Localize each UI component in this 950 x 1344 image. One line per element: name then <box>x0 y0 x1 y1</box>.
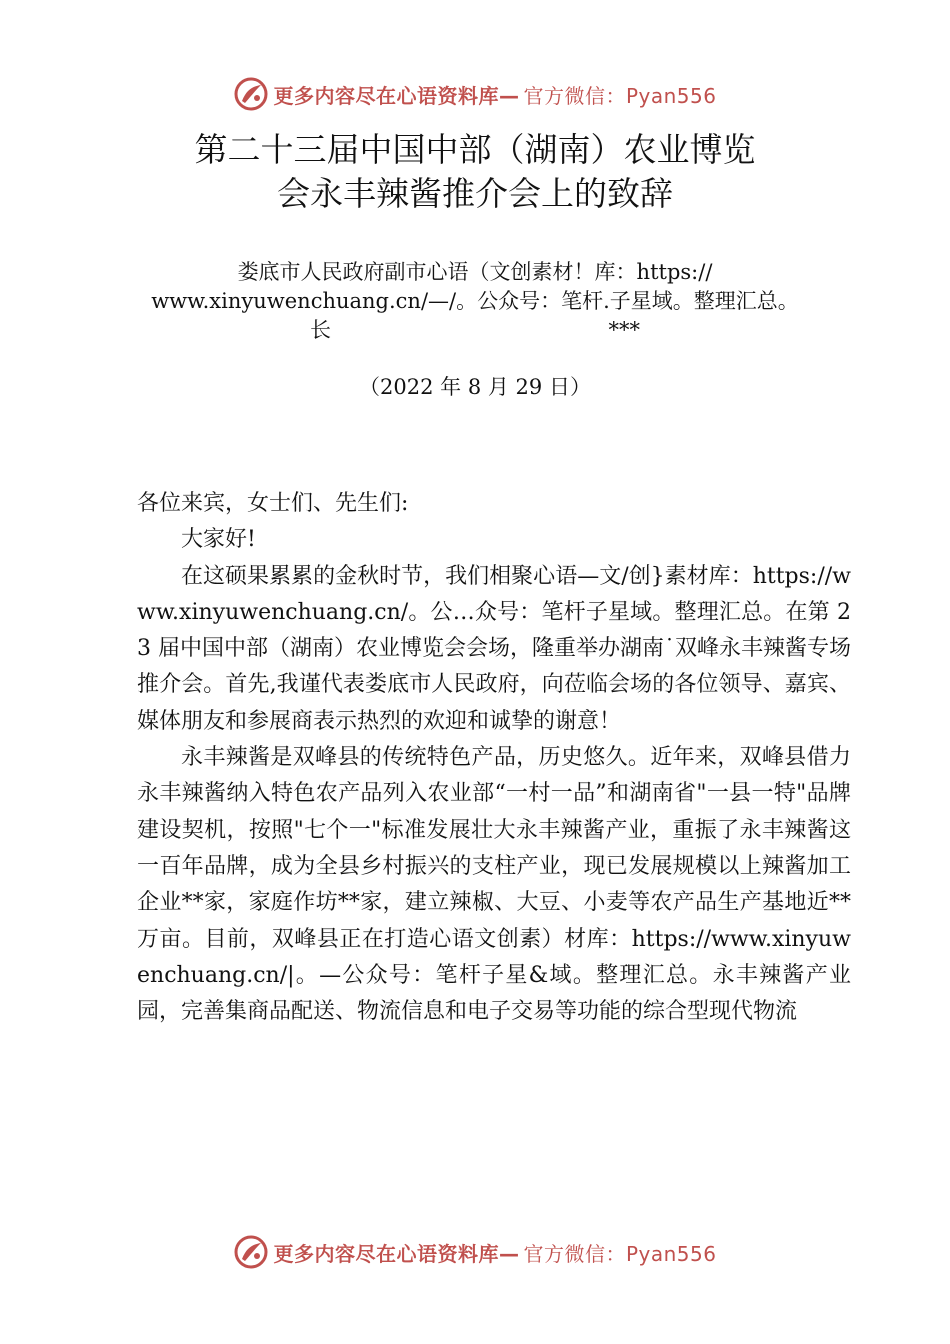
author-line-3a: 长 <box>310 318 331 342</box>
author-line-2: www.xinyuwenchuang.cn/—/。公众号：笔杆.子星域。整理汇总。 <box>151 289 799 313</box>
banner-wechat: 官方微信：Pyan556 <box>523 1241 717 1266</box>
banner-text: 更多内容尽在心语资料库— <box>273 1241 520 1266</box>
title-line-1: 第二十三届中国中部（湖南）农业博览 <box>194 130 756 169</box>
author-line-1: 娄底市人民政府副市心语（文创素材！库：https:// <box>237 260 713 284</box>
footer-banner <box>0 1232 950 1272</box>
paragraph-1: 在这硕果累累的金秋时节，我们相聚心语—文/创}素材库：https://www.xinyuwenchuang.cn/。公…众号：笔杆子星域。整理汇总。在第 23 届中国中部（湖南）农业博览会会场，隆重举办湖南˙双峰永丰辣酱专场推介会。首先,我谨代表娄底市人民政府，向莅临会场的各位领导、嘉宾、媒体朋友和参展商表示热烈的欢迎和诚挚的谢意！ <box>137 563 851 734</box>
logo-icon <box>233 76 269 112</box>
speech-body <box>137 486 851 1030</box>
document-title <box>75 128 875 216</box>
banner-text: 更多内容尽在心语资料库— <box>273 83 520 108</box>
author-line-3b: *** <box>608 318 640 342</box>
speech-date: （2022 年 8 月 29 日） <box>359 375 591 399</box>
greeting: 大家好! <box>181 527 256 553</box>
author-block <box>100 258 850 345</box>
logo-icon <box>233 1234 269 1270</box>
author-line-3 <box>310 316 640 345</box>
header-banner <box>0 74 950 114</box>
title-line-2: 会永丰辣酱推介会上的致辞 <box>277 174 673 213</box>
salutation: 各位来宾，女士们、先生们: <box>137 491 409 516</box>
banner-wechat: 官方微信：Pyan556 <box>523 83 717 108</box>
paragraph-2: 永丰辣酱是双峰县的传统特色产品，历史悠久。近年来，双峰县借力永丰辣酱纳入特色农产品列入农业部“一村一品”和湖南省"一县一特"品牌建设契机，按照"七个一"标准发展壮大永丰辣酱产业，重振了永丰辣酱这一百年品牌，成为全县乡村振兴的支柱产业，现已发展规模以上辣酱加工企业**家，家庭作坊**家，建立辣椒、大豆、小麦等农产品生产基地近**万亩。目前，双峰县正在打造心语文创素）材库：https://www.xinyuwenchuang.cn/|。—公众号：笔杆子星&域。整理汇总。永丰辣酱产业园，完善集商品配送、物流信息和电子交易等功能的综合型现代物流 <box>137 745 851 1025</box>
